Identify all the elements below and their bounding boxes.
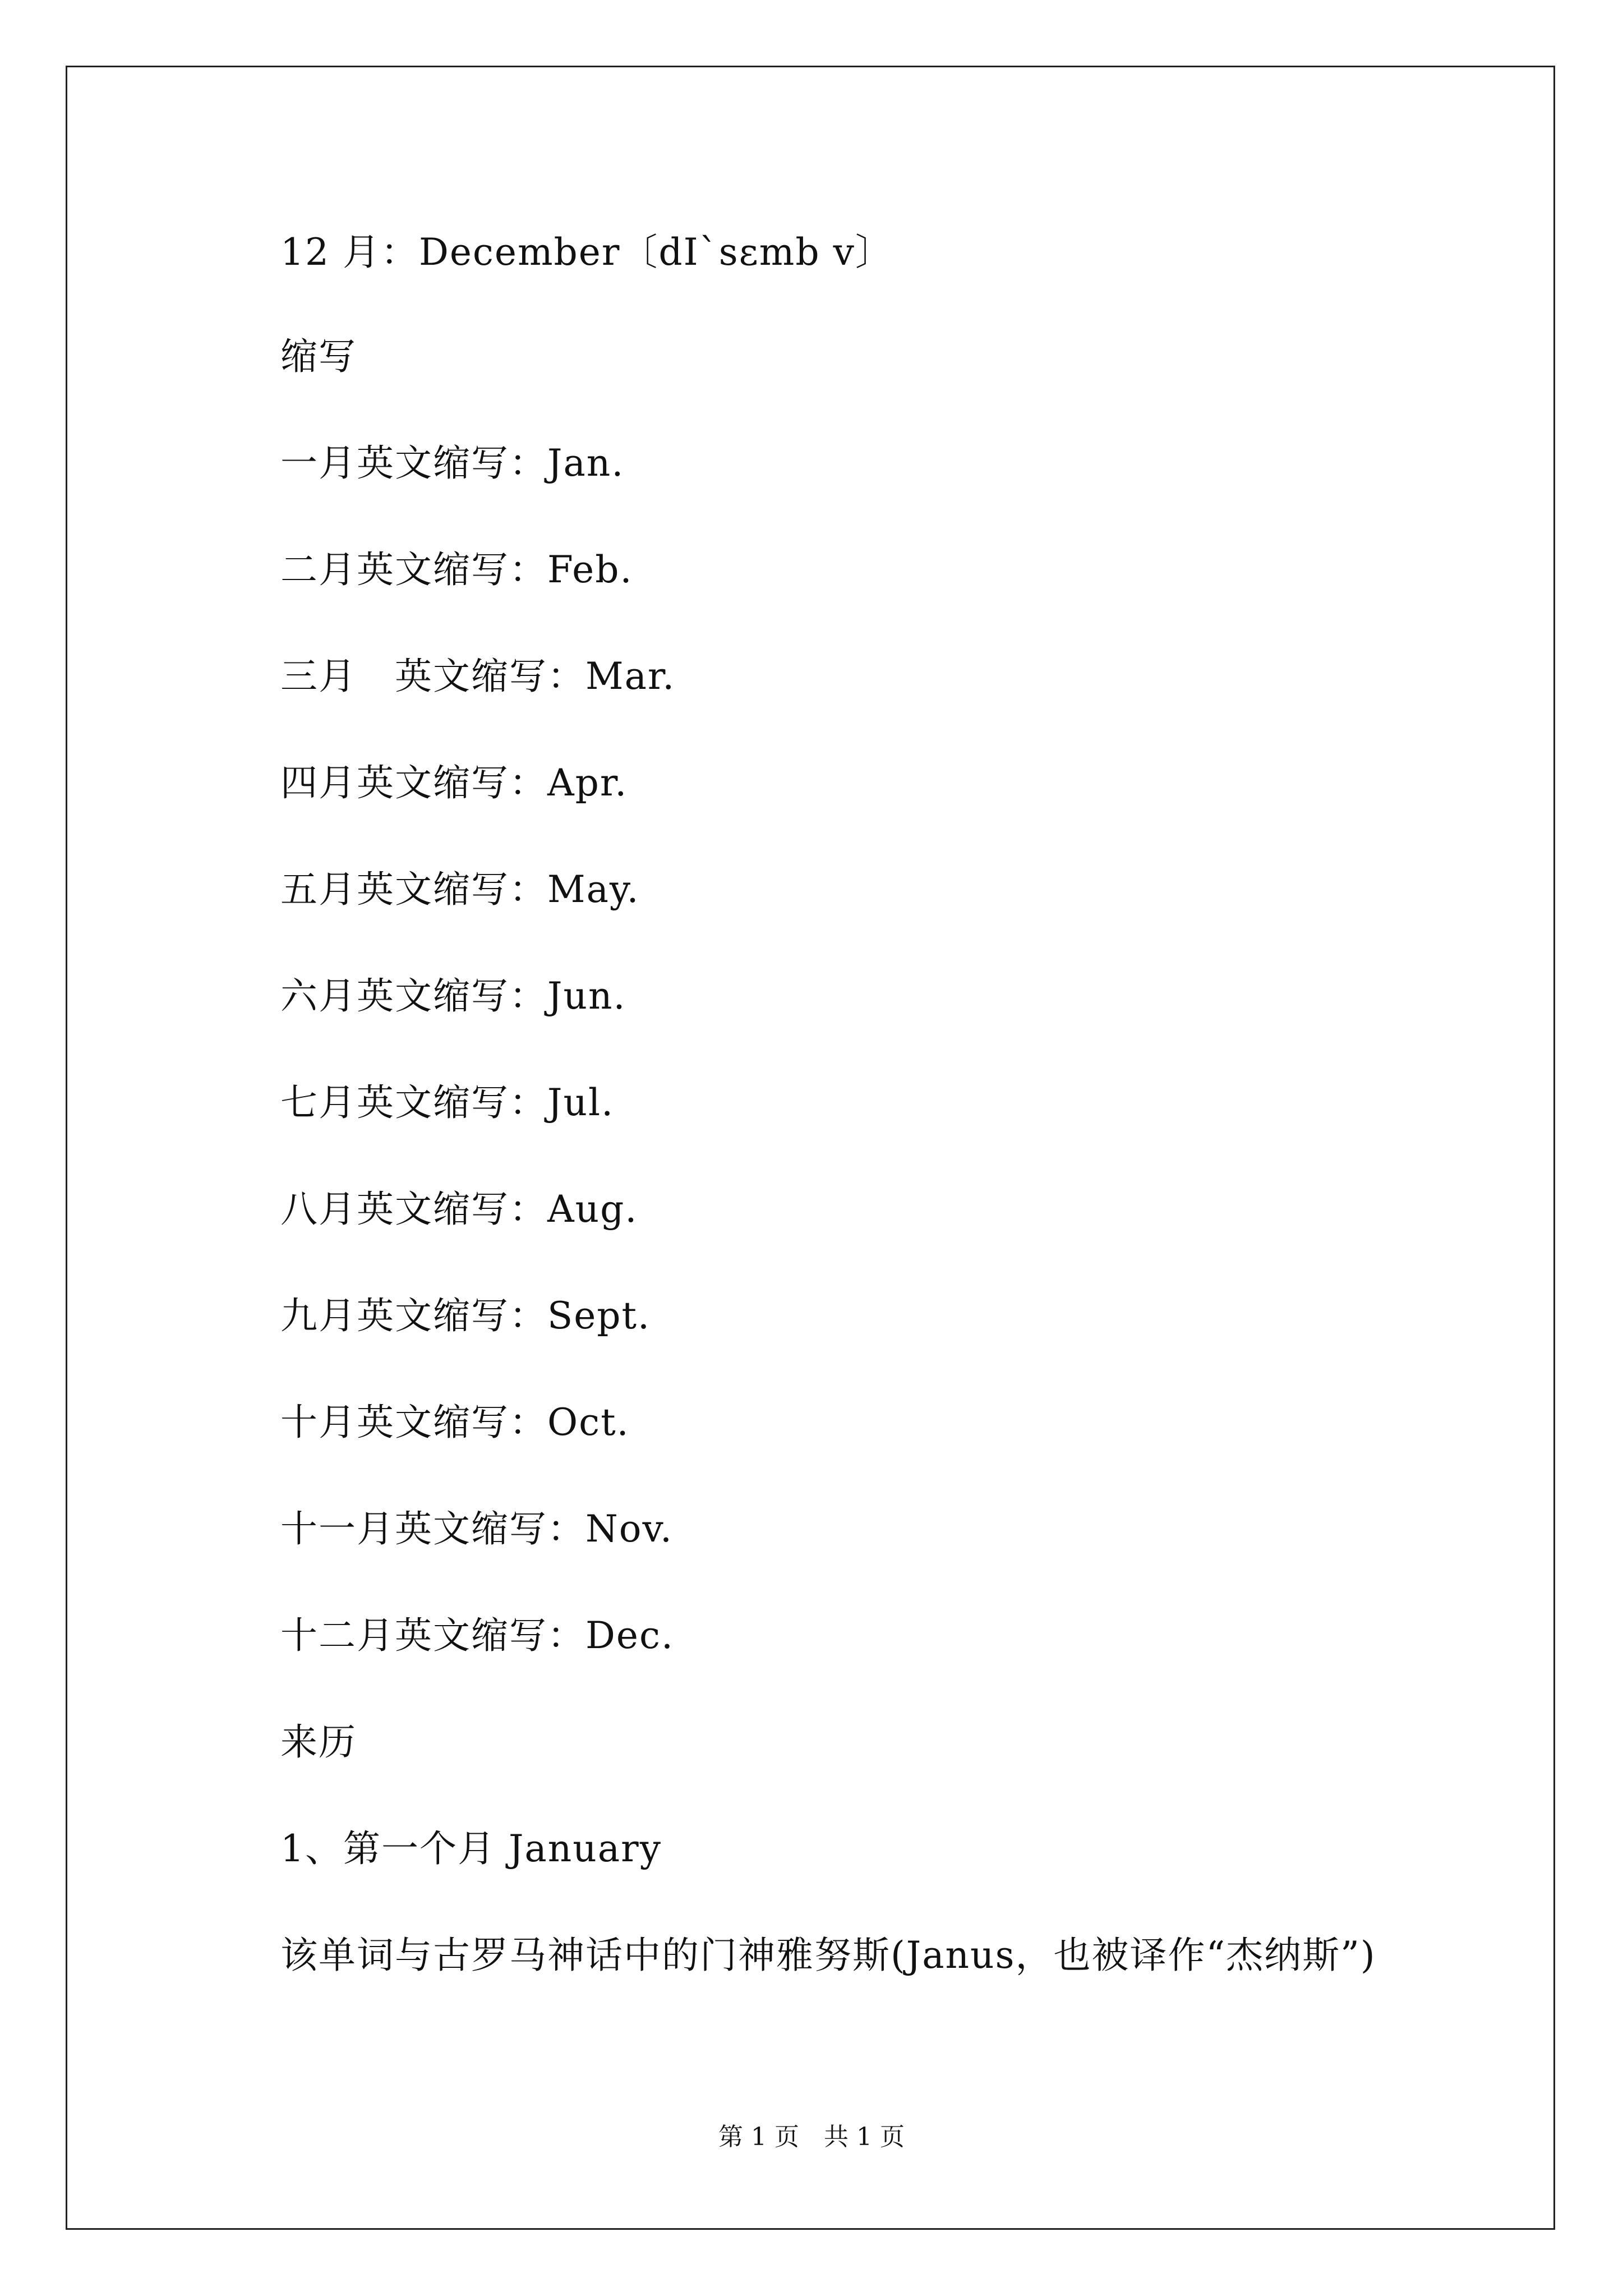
line-janus-paragraph: 该单词与古罗马神话中的门神雅努斯(Janus，也被译作“杰纳斯”) xyxy=(280,1934,1376,1977)
line-jan-abbr: 一月英文缩写：Jan. xyxy=(280,441,625,485)
line-jul-abbr: 七月英文缩写：Jul. xyxy=(280,1081,615,1124)
line-dec-abbr: 十二月英文缩写：Dec. xyxy=(280,1614,674,1657)
page-frame xyxy=(66,66,1555,2230)
line-aug-abbr: 八月英文缩写：Aug. xyxy=(280,1188,638,1231)
line-mar-abbr: 三月 英文缩写：Mar. xyxy=(280,655,676,698)
line-may-abbr: 五月英文缩写：May. xyxy=(280,868,640,911)
line-december-phonetic: 12 月：December〔dI`sεmb v〕 xyxy=(280,231,893,274)
line-oct-abbr: 十月英文缩写：Oct. xyxy=(280,1401,630,1444)
line-first-month-january: 1、第一个月 January xyxy=(280,1827,662,1870)
heading-origin: 来历 xyxy=(280,1720,357,1764)
page-footer: 第 1 页 共 1 页 xyxy=(718,2123,905,2151)
heading-abbreviations: 缩写 xyxy=(280,335,357,378)
line-jun-abbr: 六月英文缩写：Jun. xyxy=(280,974,626,1018)
line-feb-abbr: 二月英文缩写：Feb. xyxy=(280,548,633,591)
line-sept-abbr: 九月英文缩写：Sept. xyxy=(280,1294,651,1337)
line-apr-abbr: 四月英文缩写：Apr. xyxy=(280,761,628,804)
line-nov-abbr: 十一月英文缩写：Nov. xyxy=(280,1507,673,1550)
